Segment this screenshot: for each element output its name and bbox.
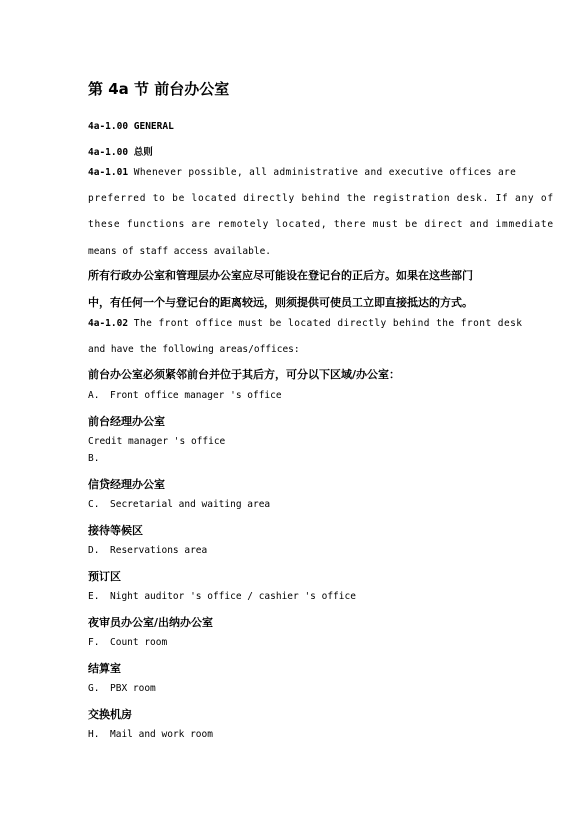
section-title: 第 4a 节 前台办公室 [88,80,230,98]
p101-cn-line2: 中，有任何一个与登记台的距离较远，则须提供可使员工立即直接抵达的方式。 [88,296,473,309]
p102-line1 [88,318,522,329]
item-label-en: Front office manager 's office [110,390,282,401]
p101-number: 4a-1.01 [88,167,129,178]
item-label-en: Night auditor 's office / cashier 's office [110,591,356,602]
list-item-g [88,683,156,694]
p102-cn-line1: 前台办公室必须紧邻前台并位于其后方，可分以下区域/办公室： [88,368,401,381]
item-letter: E. [88,591,100,602]
item-letter: H. [88,729,100,740]
item-label-en: Secretarial and waiting area [110,499,271,510]
item-label-en: Reservations area [110,545,208,556]
p101-line4: means of staff access available. [88,246,272,257]
list-item-f [88,637,167,648]
item-label-cn-f: 结算室 [88,662,121,675]
item-label-cn-a: 前台经理办公室 [88,415,165,428]
list-item-d [88,545,207,556]
item-letter: G. [88,683,100,694]
p101-text-line1: Whenever possible, all administrative and executive offices are [133,167,517,178]
item-letter: F. [88,637,100,648]
item-label-cn-g: 交换机房 [88,708,132,721]
item-label-cn-e: 夜审员办公室/出纳办公室 [88,616,214,629]
p101-line1 [88,167,516,178]
item-label-en-b: Credit manager 's office [88,436,226,447]
p102-text-line1: The front office must be located directly behind the front desk [133,318,523,329]
item-label-cn-c: 接待等候区 [88,524,143,537]
heading-general-en: 4a-1.00 GENERAL [88,121,174,132]
item-letter: C. [88,499,100,510]
list-item-e [88,591,356,602]
item-letter: A. [88,390,100,401]
item-label-en: Mail and work room [110,729,213,740]
list-item-c [88,499,270,510]
p102-line2: and have the following areas/offices: [88,344,300,355]
item-label-en: PBX room [110,683,156,694]
list-item-h [88,729,213,740]
p102-number: 4a-1.02 [88,318,129,329]
p101-line2: preferred to be located directly behind the registration desk. If any of [88,193,554,204]
item-label-cn-b: 信贷经理办公室 [88,478,165,491]
heading-general-cn: 4a-1.00 总则 [88,147,153,158]
p101-cn-line1: 所有行政办公室和管理层办公室应尽可能设在登记台的正后方。如果在这些部门 [88,269,473,282]
item-label-en: Count room [110,637,168,648]
p101-line3: these functions are remotely located, there must be direct and immediate [88,219,554,230]
list-item-a [88,390,282,401]
item-letter-b: B. [88,453,100,464]
item-letter: D. [88,545,100,556]
item-label-cn-d: 预订区 [88,570,121,583]
